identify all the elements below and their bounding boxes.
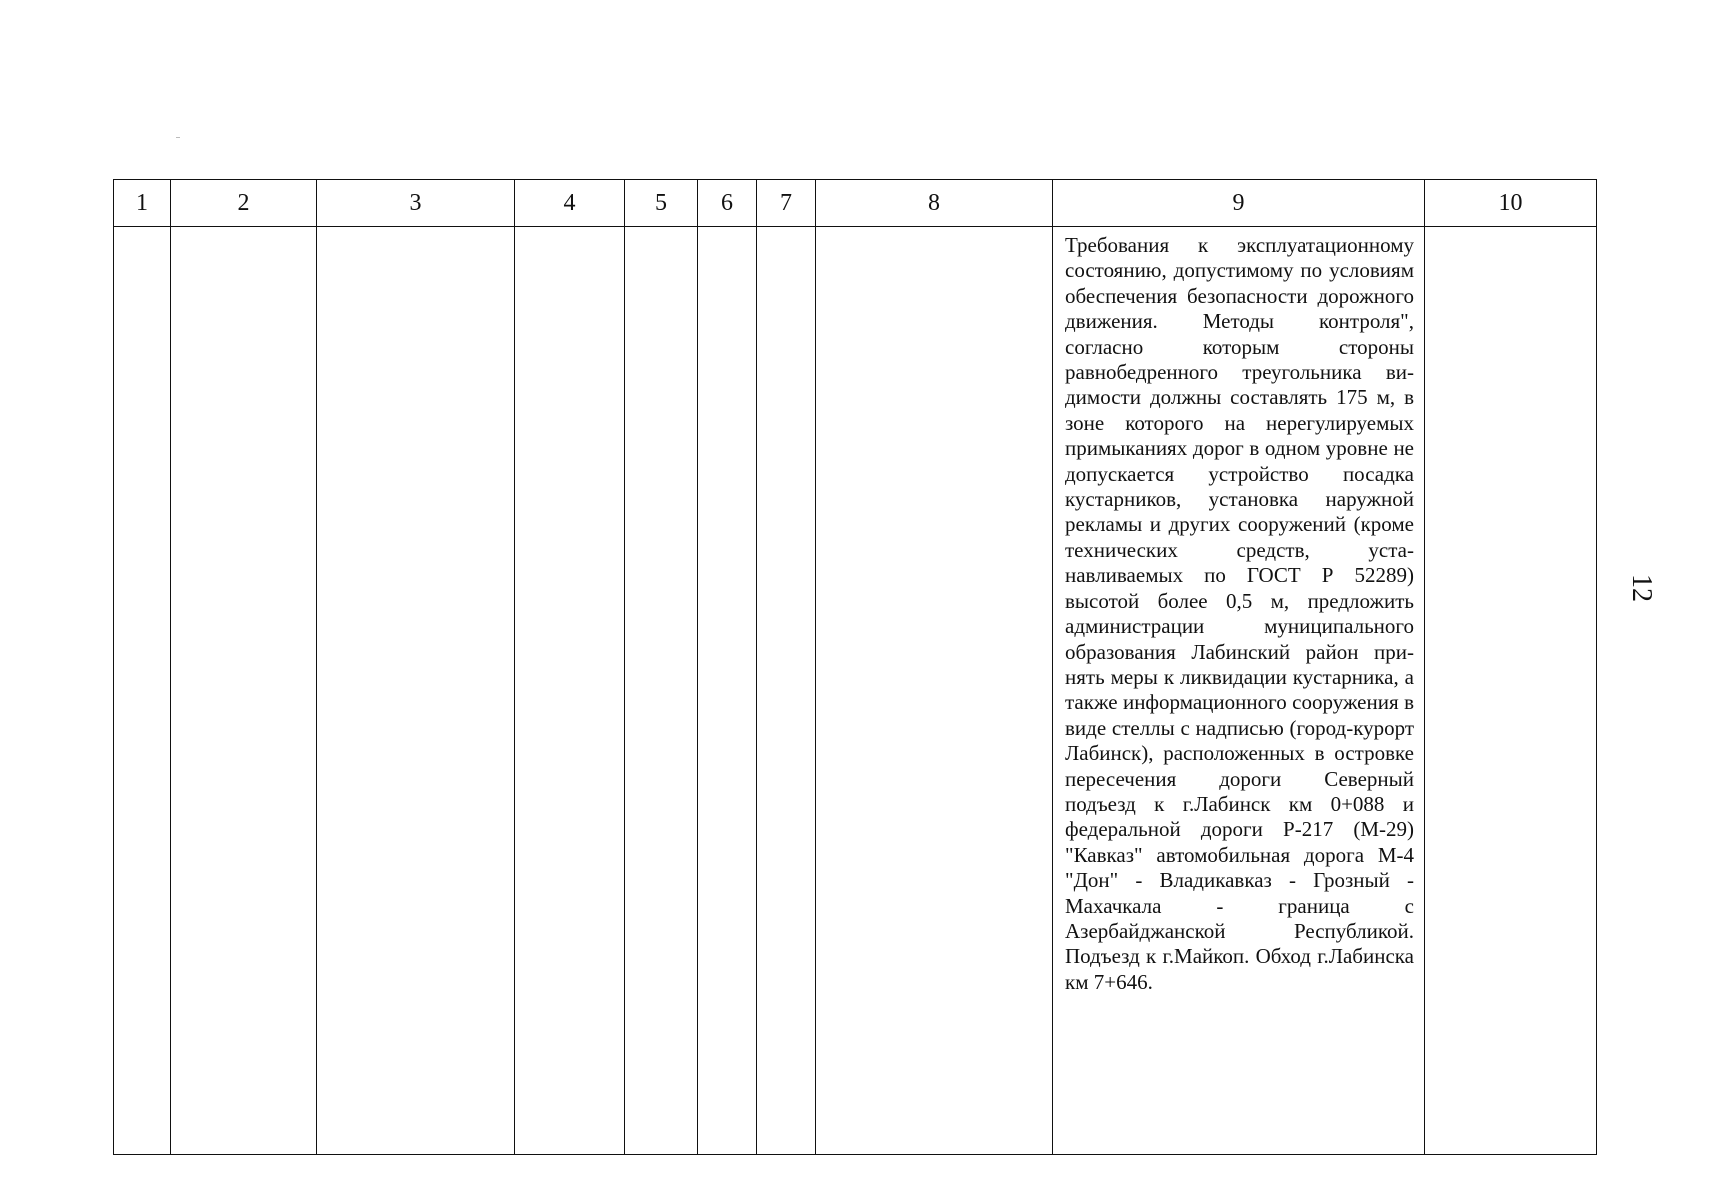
header-col-10: 10 <box>1425 180 1597 227</box>
header-col-1: 1 <box>114 180 171 227</box>
cell-col-5 <box>625 227 698 1155</box>
document-table <box>113 179 1597 1155</box>
cell-col-3 <box>317 227 515 1155</box>
header-col-9: 9 <box>1053 180 1425 227</box>
header-col-6: 6 <box>698 180 757 227</box>
cell-col-10 <box>1425 227 1597 1155</box>
header-col-8: 8 <box>816 180 1053 227</box>
header-col-7: 7 <box>757 180 816 227</box>
cell-col-7 <box>757 227 816 1155</box>
header-col-2: 2 <box>171 180 317 227</box>
cell-col-6 <box>698 227 757 1155</box>
cell-col-4 <box>515 227 625 1155</box>
header-col-4: 4 <box>515 180 625 227</box>
cell-col-1 <box>114 227 171 1155</box>
cell-col-8 <box>816 227 1053 1155</box>
table-row <box>114 227 1597 1155</box>
cell-col-2 <box>171 227 317 1155</box>
scan-dot <box>176 137 180 138</box>
page-number: 12 <box>1626 574 1657 602</box>
header-col-3: 3 <box>317 180 515 227</box>
header-col-5: 5 <box>625 180 698 227</box>
cell-col-9-text: Требования к эксплуатационному состоянию, допустимому по условиям обеспечения безопасности дорожного движения. Методы контроля", согласно которым стороны равнобедренного треугольника видимости должны составлять 175 м, в зоне которого на нерегулируемых примыканиях дорог в одном уровне не допускается устройство посадка кустарников, установка наружной рекламы и других сооружений (кроме технических средств, устанавливаемых по ГОСТ Р 52289) высотой более 0,5 м, предложить администрации муниципального образования Лабинский район принять меры к ликвидации кустарника, а также информационного сооружения в виде стеллы с надписью (город-курорт Лабинск), расположенных в островке пересечения дороги Северный подъезд к г.Лабинск км 0+088 и федеральной дороги Р-217 (М-29) "Кавказ" автомобильная дорога М-4 "Дон" - Владикавказ - Грозный - Махачкала - граница с Азербайджанской Республикой. Подъезд к г.Майкоп. Обход г.Лабинска км 7+646. <box>1053 227 1425 1155</box>
header-row <box>114 180 1597 227</box>
